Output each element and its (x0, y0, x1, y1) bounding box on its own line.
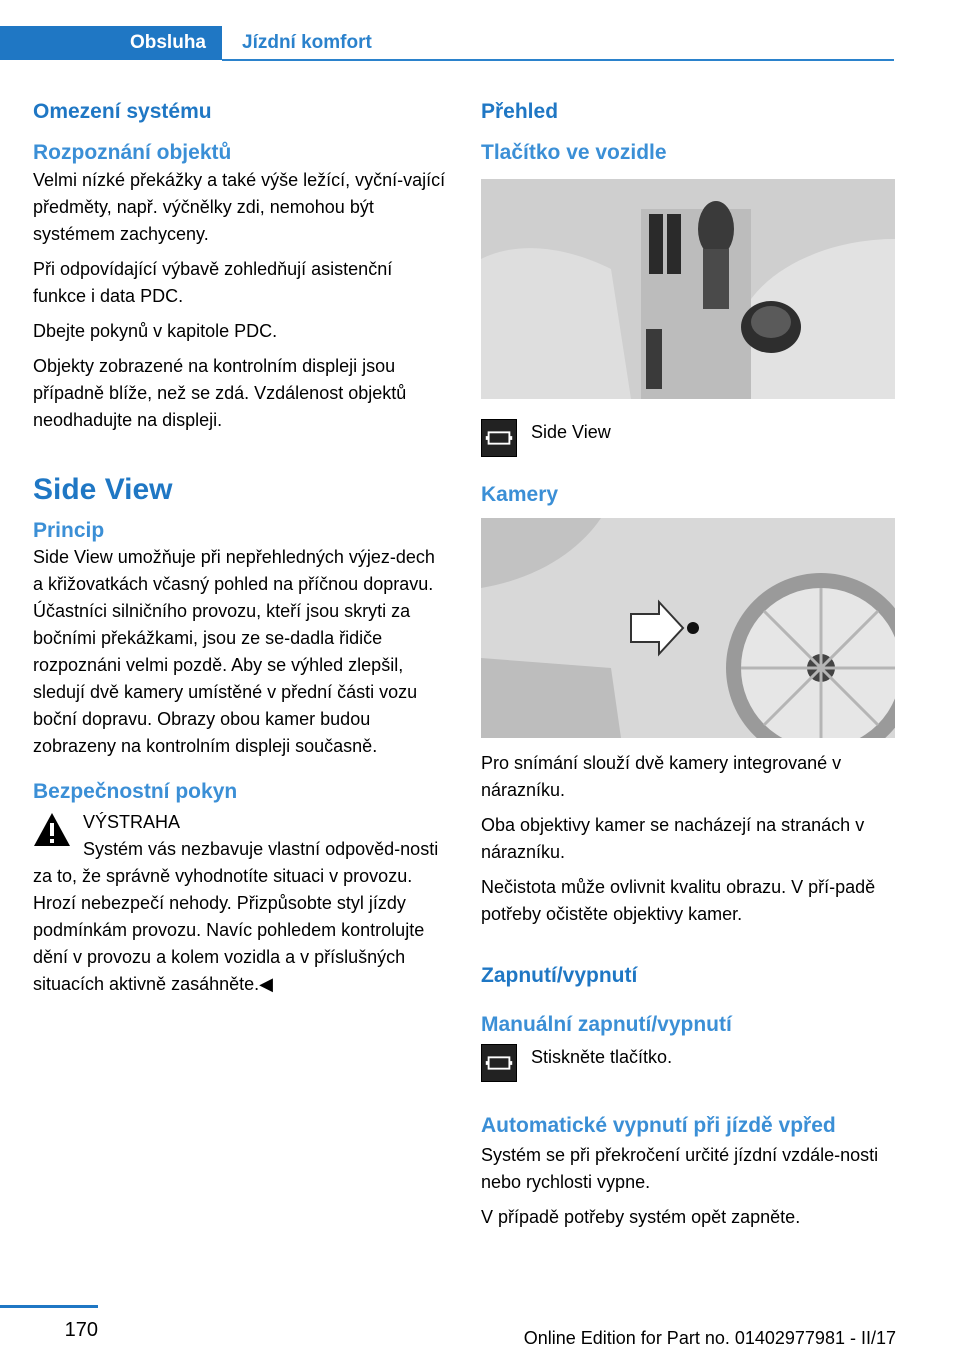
paragraph: Pro snímání slouží dvě kamery integrované v nárazníku. (481, 752, 842, 800)
paragraph: Dbejte pokynů v kapitole PDC. (33, 320, 278, 341)
heading-cameras: Kamery (481, 482, 559, 506)
left-column (33, 98, 447, 998)
paragraph: Oba objektivy kamer se nacházejí na stranách v nárazníku. (481, 814, 865, 862)
heading-principle: Princip (33, 518, 105, 542)
paragraph: Nečistota může ovlivnit kvalitu obrazu. V pří‐padě potřeby očistěte objektivy kamer. (481, 876, 876, 924)
heading-object-detection: Rozpoznání objektů (33, 141, 232, 165)
page-number: 170 (64, 1319, 98, 1341)
paragraph: Objekty zobrazené na kontrolním displeji jsou případně blíže, než se zdá. Vzdálenost objektů neodhadujte na displeji. (33, 355, 407, 430)
right-column (481, 98, 895, 1231)
paragraph: V případě potřeby systém opět zapněte. (481, 1206, 801, 1227)
side-view-button-icon (481, 1044, 517, 1082)
heading-manual-on-off: Manuální zapnutí/vypnutí (481, 1013, 732, 1037)
page-header (0, 0, 960, 62)
header-rule (222, 59, 894, 61)
side-view-button-icon (481, 419, 517, 457)
tab-obsluha: Obsluha (0, 26, 222, 60)
paragraph: Velmi nízké překážky a také výše ležící, vyční‐vající předměty, např. výčnělky zdi, nemohou být systémem zachyceny. (33, 169, 446, 244)
center-console-photo (481, 179, 895, 399)
warning-triangle-icon (33, 812, 71, 848)
warning-text: Systém vás nezbavuje vlastní odpověd‐nosti za to, že správně vyhodnotíte situaci v provozu. Hrozí nebezpečí nehody. Přizpůsobte styl jízdy podmínkám provozu. Navíc pohledem kontrolujte dění v provozu a kolem vozidla a v příslušných situacích aktivně zasáhněte.◀ (33, 839, 439, 995)
front-bumper-camera-photo (481, 518, 895, 738)
manual-button-row (481, 1044, 895, 1086)
paragraph: Side View umožňuje při nepřehledných výjez‐dech a křižovatkách včasný pohled na příčnou dopravu. Účastníci silničního provozu, kteří jsou skryti za bočními překážkami, jsou ze se‐dadla řidiče rozpoznáni velmi pozdě. Aby se výhled zlepšil, sledují dvě kamery umístěné v přední části vozu boční dopravu. Obrazy obou kamer budou zobrazeny na kontrolním displeji současně. (33, 546, 435, 756)
footer-rule (0, 1305, 98, 1308)
heading-safety-note: Bezpečnostní pokyn (33, 779, 238, 803)
side-view-button-row (481, 419, 895, 461)
warning-title: VÝSTRAHA (83, 812, 181, 833)
manual-instruction: Stiskněte tlačítko. (531, 1047, 673, 1068)
heading-on-off: Zapnutí/vypnutí (481, 963, 638, 987)
heading-auto-off: Automatické vypnutí při jízdě vpřed (481, 1114, 836, 1138)
heading-system-limits: Omezení systému (33, 100, 212, 123)
paragraph: Při odpovídající výbavě zohledňují asistenční funkce i data PDC. (33, 258, 393, 306)
button-label: Side View (531, 421, 611, 442)
tab-jizdni-komfort: Jízdní komfort (242, 32, 372, 53)
paragraph: Systém se při překročení určité jízdní vzdále‐nosti nebo rychlosti vypne. (481, 1144, 879, 1192)
heading-button-in-vehicle: Tlačítko ve vozidle (481, 141, 667, 165)
warning-block (33, 809, 447, 836)
edition-footer: Online Edition for Part no. 01402977981 - II/17 (523, 1328, 896, 1348)
heading-side-view: Side View (33, 472, 173, 506)
heading-overview: Přehled (481, 100, 559, 123)
